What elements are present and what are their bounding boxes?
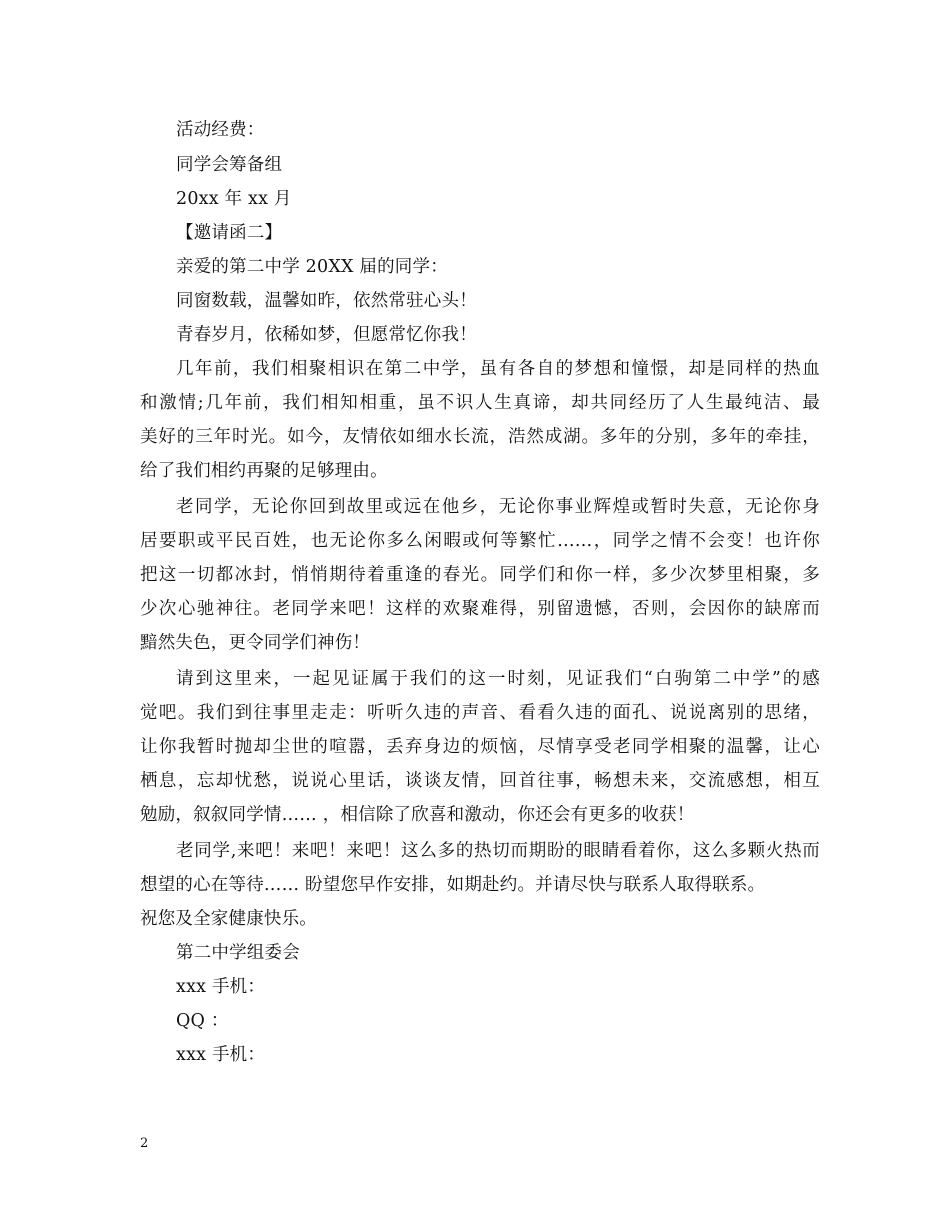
paragraph-line: 栖息，忘却忧愁，说说心里话，谈谈友情，回首往事，畅想未来，交流感想，相互 <box>140 771 820 791</box>
paragraph-line: 和激情;几年前，我们相知相重，虽不识人生真谛，却共同经历了人生最纯洁、最 <box>140 393 820 413</box>
paragraph-line: 觉吧。我们到往事里走走：听听久违的声音、看看久违的面孔、说说离别的思绪， <box>140 703 820 723</box>
paragraph-line: 黯然失色，更令同学们神伤！ <box>140 633 371 653</box>
paragraph-line: 勉励，叙叙同学情…… ，相信除了欣喜和激动，你还会有更多的收获！ <box>140 805 695 825</box>
section-heading: 【邀请函二】 <box>176 223 283 243</box>
page-number: 2 <box>140 1136 149 1151</box>
contact-line: xxx 手机： <box>176 1045 266 1065</box>
signature-org: 第二中学组委会 <box>176 943 300 963</box>
paragraph-line: 居要职或平民百姓，也无论你多么闲暇或何等繁忙……，同学之情不会变！也许你 <box>140 531 820 551</box>
paragraph-line: 老同学，无论你回到故里或远在他乡，无论你事业辉煌或暂时失意，无论你身 <box>176 497 820 517</box>
contact-line: QQ ： <box>176 1011 229 1031</box>
paragraph-line: 老同学,来吧！来吧！来吧！这么多的热切而期盼的眼睛看着你，这么多颗火热而 <box>176 841 820 861</box>
salutation: 亲爱的第二中学 20XX 届的同学： <box>176 257 448 277</box>
paragraph-line: 几年前，我们相聚相识在第二中学，虽有各自的梦想和憧憬，却是同样的热血 <box>176 359 820 379</box>
text-line: 20xx 年 xx 月 <box>176 189 292 209</box>
text-line: 同学会筹备组 <box>176 155 283 175</box>
text-line: 青春岁月，依稀如梦，但愿常忆你我！ <box>176 325 477 345</box>
text-line: 同窗数载，温馨如昨，依然常驻心头！ <box>176 291 477 311</box>
paragraph-line: 祝您及全家健康快乐。 <box>140 909 317 929</box>
paragraph-line: 让你我暂时抛却尘世的喧嚣，丢弃身边的烦恼，尽情享受老同学相聚的温馨，让心 <box>140 737 820 757</box>
paragraph-line: 想望的心在等待…… 盼望您早作安排，如期赴约。并请尽快与联系人取得联系。 <box>140 875 766 895</box>
paragraph-line: 请到这里来，一起见证属于我们的这一时刻，见证我们“白驹第二中学”的感 <box>176 669 820 689</box>
paragraph-line: 把这一切都冰封，悄悄期待着重逢的春光。同学们和你一样，多少次梦里相聚，多 <box>140 565 820 585</box>
paragraph-line: 少次心驰神往。老同学来吧！这样的欢聚难得，别留遗憾，否则，会因你的缺席而 <box>140 599 820 619</box>
paragraph-line: 美好的三年时光。如今，友情依如细水长流，浩然成湖。多年的分别，多年的牵挂， <box>140 427 820 447</box>
contact-line: xxx 手机： <box>176 977 266 997</box>
text-line: 活动经费： <box>176 120 265 140</box>
paragraph-line: 给了我们相约再聚的足够理由。 <box>140 461 388 481</box>
